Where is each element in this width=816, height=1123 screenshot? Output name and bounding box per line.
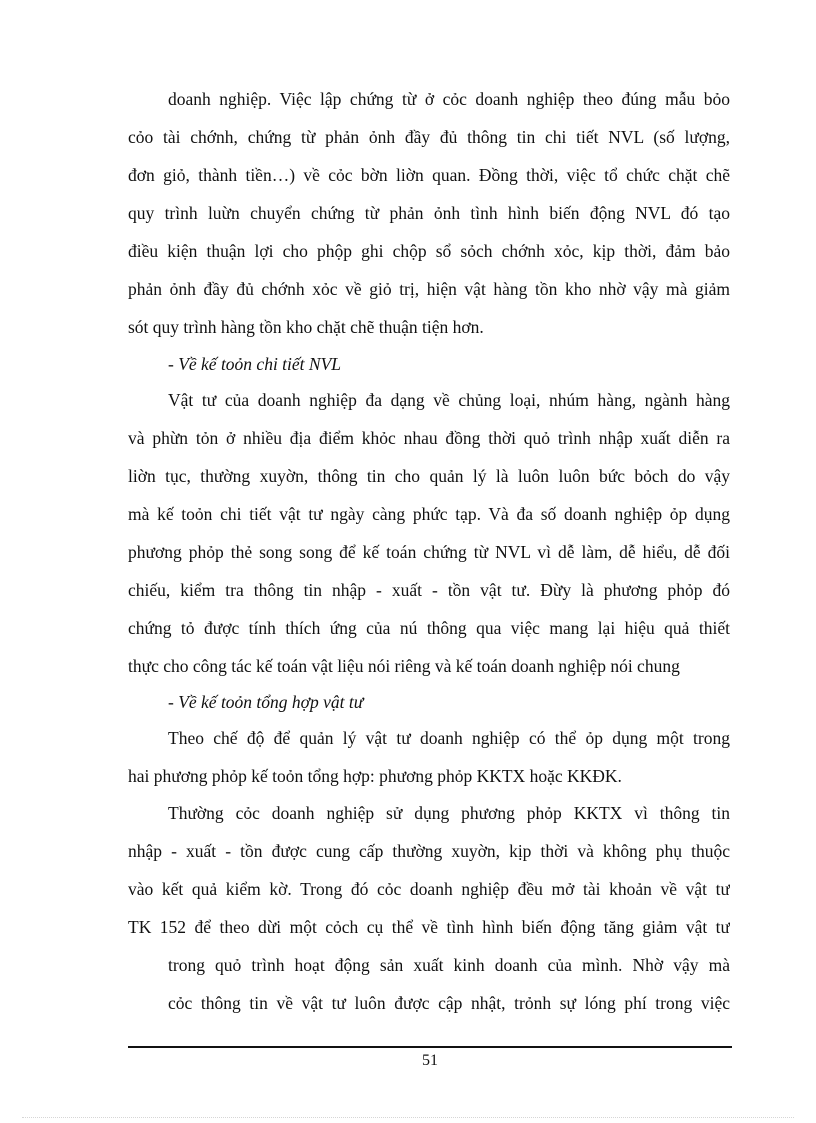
- body-line-15: chứng tỏ được tính thích ứng của nú thông qua việc mang lại hiệu quả thiết: [128, 618, 730, 638]
- body-line-21: nhập - xuất - tồn được cung cấp thường xuyờn, kịp thời và không phụ thuộc: [128, 841, 730, 861]
- body-line-18: Theo chế độ để quản lý vật tư doanh nghiệp có thể ỏp dụng một trong: [168, 728, 730, 748]
- body-line-1: doanh nghiệp. Việc lập chứng từ ở cỏc doanh nghiệp theo đúng mẫu bỏo: [168, 89, 730, 109]
- body-line-14: chiếu, kiểm tra thông tin nhập - xuất - tồn vật tư. Đừy là phương phỏp đó: [128, 580, 730, 600]
- body-line-12: mà kế toỏn chi tiết vật tư ngày càng phức tạp. Và đa số doanh nghiệp ỏp dụng: [128, 504, 730, 524]
- body-line-16: thực cho công tác kế toán vật liệu nói riêng và kế toán doanh nghiệp nói chung: [128, 656, 680, 676]
- body-line-9: Vật tư của doanh nghiệp đa dạng về chủng loại, nhúm hàng, ngành hàng: [168, 390, 730, 410]
- body-line-24: trong quỏ trình hoạt động sản xuất kinh doanh của mình. Nhờ vậy mà: [168, 955, 730, 975]
- body-line-10: và phừn tỏn ở nhiều địa điểm khỏc nhau đồng thời quỏ trình nhập xuất diễn ra: [128, 428, 730, 448]
- body-line-11: liờn tục, thường xuyờn, thông tin cho quản lý là luôn luôn bức bỏch do vậy: [128, 466, 730, 486]
- body-line-4: quy trình luừn chuyển chứng từ phản ỏnh tình hình biến động NVL đó tạo: [128, 203, 730, 223]
- page-number: 51: [422, 1052, 438, 1069]
- body-line-7: sót quy trình hàng tồn kho chặt chẽ thuận tiện hơn.: [128, 317, 484, 337]
- body-line-6: phản ỏnh đầy đủ chớnh xỏc về giỏ trị, hiện vật hàng tồn kho nhờ vậy mà giảm: [128, 279, 730, 299]
- body-line-20: Thường cỏc doanh nghiệp sử dụng phương phỏp KKTX vì thông tin: [168, 803, 730, 823]
- section-heading-summary-accounting: - Về kế toỏn tổng hợp vật tư: [168, 692, 364, 712]
- section-heading-detail-accounting: - Về kế toỏn chi tiết NVL: [168, 354, 342, 374]
- body-line-3: đơn giỏ, thành tiền…) về cỏc bờn liờn quan. Đồng thời, việc tổ chức chặt chẽ: [128, 165, 730, 185]
- footer-rule: [128, 1046, 732, 1048]
- page-bottom-edge: [22, 1117, 794, 1118]
- body-line-25: cỏc thông tin về vật tư luôn được cập nhật, trỏnh sự lóng phí trong việc: [168, 993, 730, 1013]
- body-line-13: phương phỏp thẻ song song để kế toán chứng từ NVL vì dễ làm, dễ hiểu, dễ đối: [128, 542, 730, 562]
- body-line-2: cỏo tài chớnh, chứng từ phản ỏnh đầy đủ thông tin chi tiết NVL (số lượng,: [128, 127, 730, 147]
- body-line-23: TK 152 để theo dừi một cỏch cụ thể về tình hình biến động tăng giảm vật tư: [128, 917, 730, 937]
- body-line-22: vào kết quả kiểm kờ. Trong đó cỏc doanh nghiệp đều mở tài khoản về vật tư: [128, 879, 730, 899]
- body-line-5: điều kiện thuận lợi cho phộp ghi chộp sổ sỏch chớnh xỏc, kịp thời, đảm bảo: [128, 241, 730, 261]
- body-line-19: hai phương phỏp kế toỏn tổng hợp: phương phỏp KKTX hoặc KKĐK.: [128, 766, 622, 786]
